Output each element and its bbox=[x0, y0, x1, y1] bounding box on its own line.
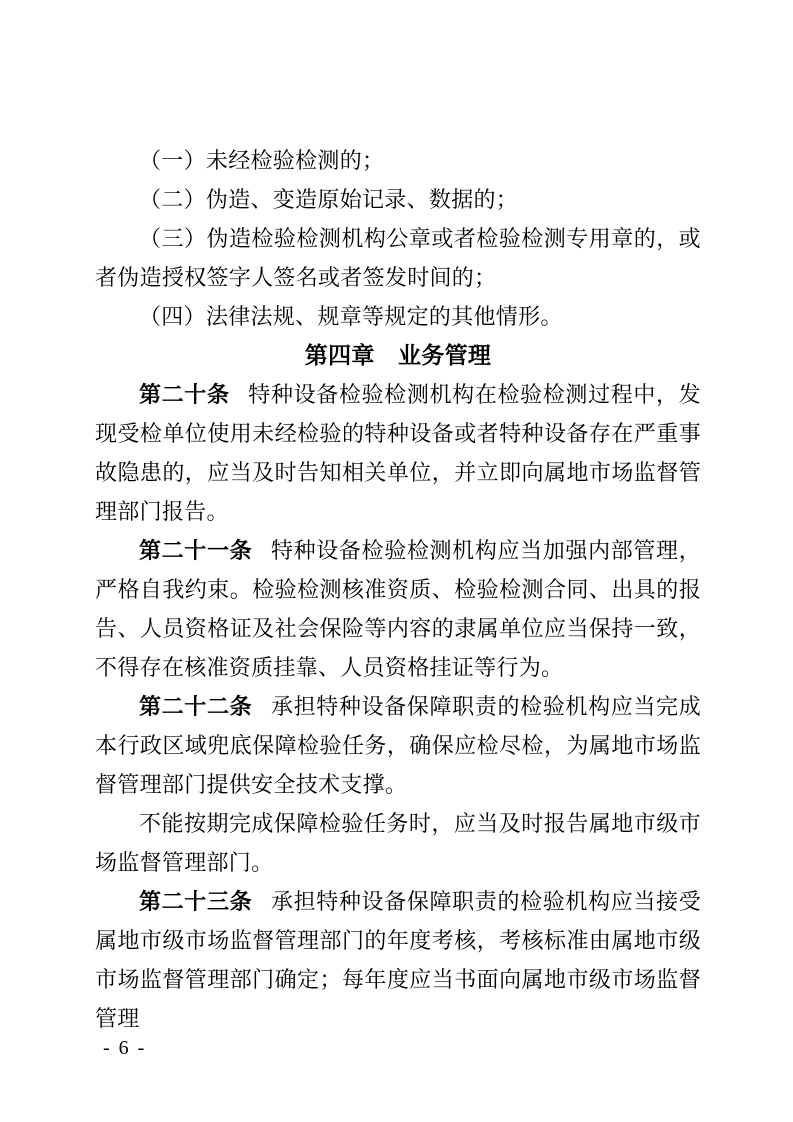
paragraph: 第二十二条 承担特种设备保障职责的检验机构应当完成本行政区域兜底保障检验任务，确保应检尽检，为属地市场监督管理部门提供安全技术支撑。 bbox=[95, 694, 701, 797]
page-number: - 6 - bbox=[103, 1037, 147, 1059]
paragraph: （三）伪造检验检测机构公章或者检验检测专用章的，或者伪造授权签字人签名或者签发时间的； bbox=[95, 226, 701, 290]
paragraph: 第二十一条 特种设备检验检测机构应当加强内部管理，严格自我约束。检验检测核准资质、检验检测合同、出具的报告、人员资格证及社会保险等内容的隶属单位应当保持一致，不得存在核准资质挂靠、人员资格挂证等行为。 bbox=[95, 538, 701, 680]
paragraph: 不能按期完成保障检验任务时，应当及时报告属地市级市场监督管理部门。 bbox=[95, 811, 701, 875]
chapter-heading: 第四章 业务管理 bbox=[304, 342, 492, 368]
article-number: 第二十三条 bbox=[139, 889, 253, 914]
paragraph: 第二十条 特种设备检验检测机构在检验检测过程中，发现受检单位使用未经检验的特种设备或者特种设备存在严重事故隐患的，应当及时告知相关单位，并立即向属地市场监督管理部门报告。 bbox=[95, 382, 701, 524]
paragraph: （四）法律法规、规章等规定的其他情形。 bbox=[139, 304, 563, 329]
paragraph: 第二十三条 承担特种设备保障职责的检验机构应当接受属地市级市场监督管理部门的年度考核，考核标准由属地市级市场监督管理部门确定；每年度应当书面向属地市级市场监督管理 bbox=[95, 889, 701, 1031]
article-number: 第二十一条 bbox=[139, 538, 253, 563]
document-body bbox=[95, 141, 701, 1038]
paragraph: （一）未经检验检测的； bbox=[139, 148, 385, 173]
paragraph: （二）伪造、变造原始记录、数据的； bbox=[139, 187, 519, 212]
article-number: 第二十二条 bbox=[139, 694, 253, 719]
article-number: 第二十条 bbox=[139, 382, 230, 407]
